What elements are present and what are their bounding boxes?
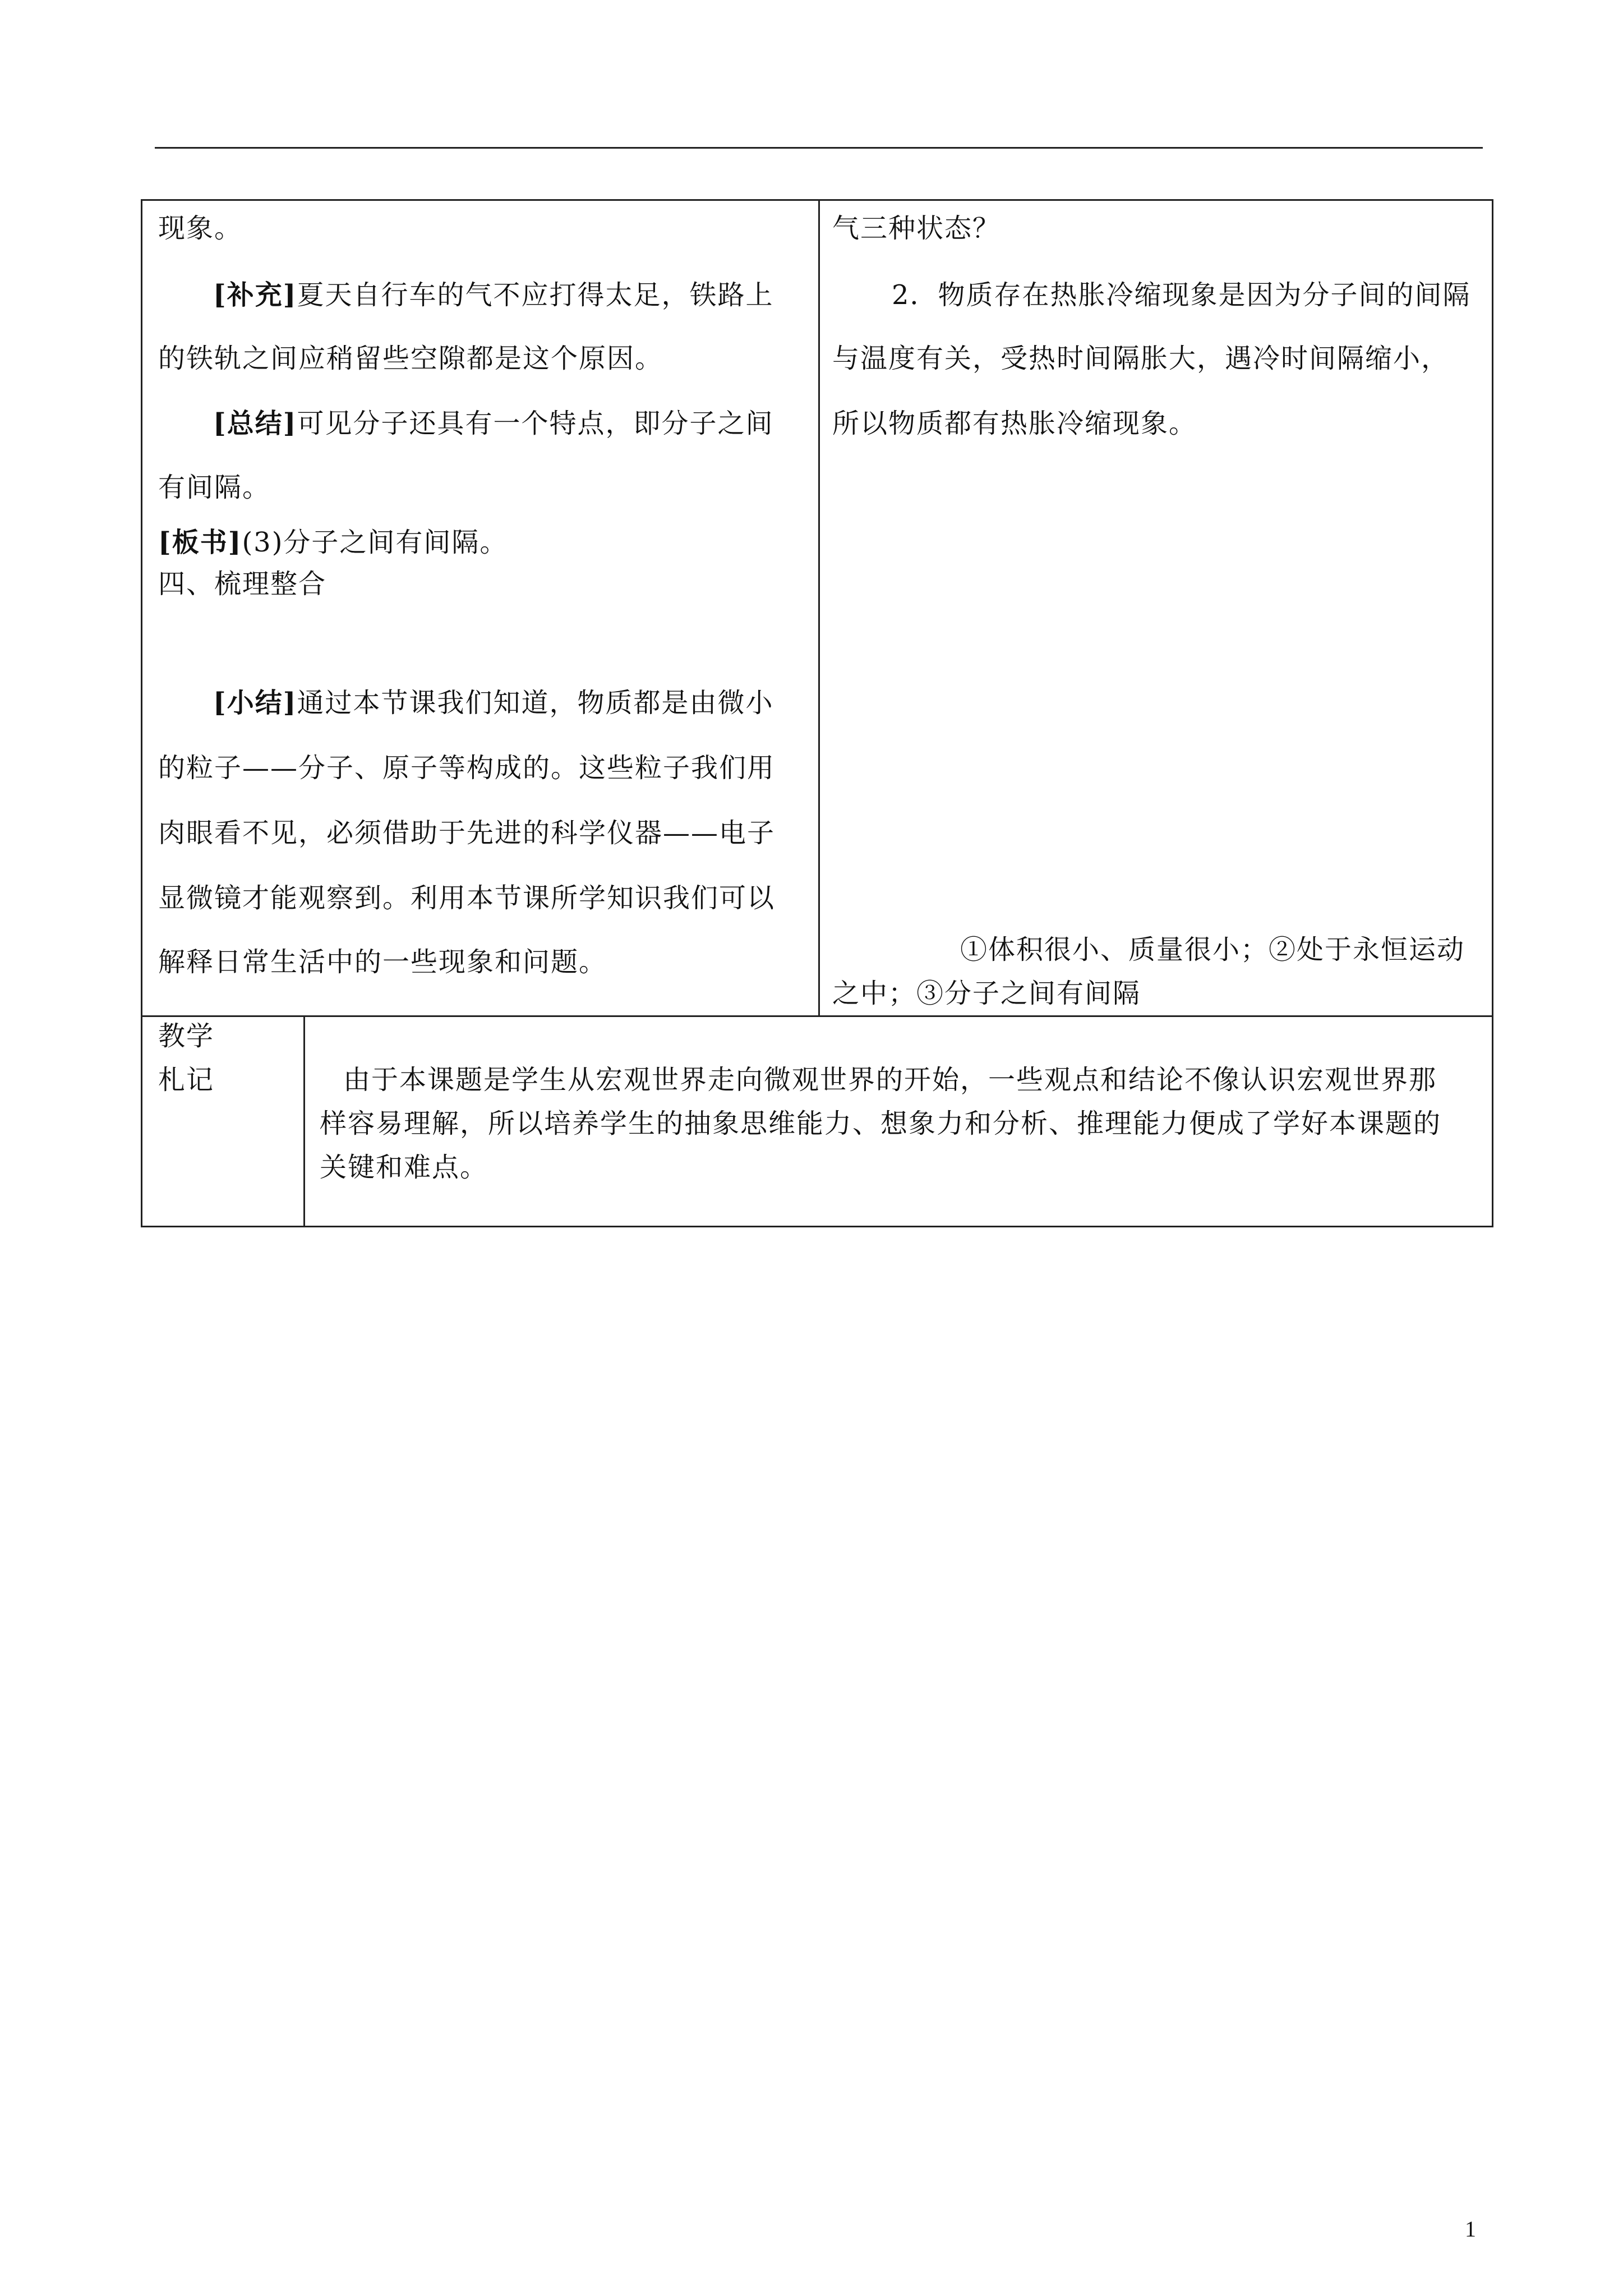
conclusion-paragraph-line-1: [小结]通过本节课我们知道，物质都是由微小 (213, 687, 774, 719)
board-note-line: [板书](3)分子之间有间隔。 (158, 527, 508, 558)
right-summary-line-2: 之中；③分子之间有间隔 (832, 978, 1141, 1009)
notes-text-line-1: 由于本课题是学生从宏观世界走向微观世界的开始，一些观点和结论不像认识宏观世界那 (343, 1064, 1437, 1096)
right-paragraph-line-3: 所以物质都有热胀冷缩现象。 (832, 408, 1197, 439)
board-note-tag: [板书] (158, 527, 242, 558)
conclusion-paragraph-line-3: 肉眼看不见，必须借助于先进的科学仪器——电子 (158, 817, 776, 849)
conclusion-paragraph-line-5: 解释日常生活中的一些现象和问题。 (158, 946, 607, 978)
summary-paragraph-line-2: 有间隔。 (158, 472, 271, 503)
header-rule (155, 147, 1483, 149)
right-summary-line-1: ①体积很小、质量很小；②处于永恒运动 (960, 934, 1465, 965)
right-paragraph-line-1: 2．物质存在热胀冷缩现象是因为分子间的间隔 (892, 279, 1471, 311)
conclusion-tag: [小结] (213, 687, 297, 719)
notes-row-divider (141, 1015, 1493, 1017)
notes-text-line-3: 关键和难点。 (320, 1152, 488, 1183)
column-divider (818, 199, 820, 1015)
notes-label-line-2: 札记 (158, 1064, 215, 1096)
conclusion-paragraph-line-2: 的粒子——分子、原子等构成的。这些粒子我们用 (158, 752, 776, 784)
right-line-1: 气三种状态？ (832, 213, 1001, 244)
summary-tag: [总结] (213, 408, 297, 439)
left-line-1: 现象。 (158, 213, 243, 244)
conclusion-paragraph-line-4: 显微镜才能观察到。利用本节课所学知识我们可以 (158, 882, 776, 914)
summary-paragraph-line-1: [总结]可见分子还具有一个特点，即分子之间 (213, 408, 774, 439)
supplement-paragraph-line-2: 的铁轨之间应稍留些空隙都是这个原因。 (158, 343, 663, 374)
notes-label-line-1: 教学 (158, 1020, 215, 1052)
page-number: 1 (1465, 2216, 1476, 2242)
notes-text-line-2: 样容易理解，所以培养学生的抽象思维能力、想象力和分析、推理能力便成了学好本课题的 (320, 1108, 1442, 1139)
right-paragraph-line-2: 与温度有关，受热时间隔胀大，遇冷时间隔缩小， (832, 343, 1450, 374)
supplement-paragraph-line-1: [补充]夏天自行车的气不应打得太足，铁路上 (213, 279, 774, 311)
notes-label-divider (303, 1015, 305, 1227)
section-heading: 四、梳理整合 (158, 568, 327, 600)
supplement-tag: [补充] (213, 279, 297, 311)
